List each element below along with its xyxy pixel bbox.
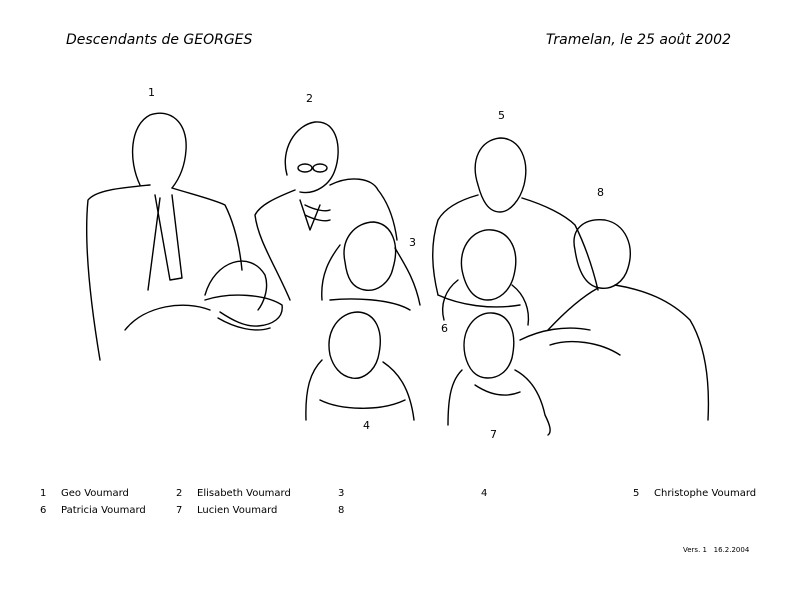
legend-number: 4: [481, 488, 488, 499]
person-6-outline: [443, 230, 529, 325]
legend-number: 6: [40, 505, 47, 516]
version-note: [683, 546, 749, 554]
figure-number-2: 2: [306, 92, 313, 105]
person-2-outline: [255, 122, 397, 300]
version-date: 16.2.2004: [713, 546, 750, 554]
version-label: Vers. 1: [683, 546, 707, 554]
person-4-outline: [306, 312, 414, 420]
figure-number-5: 5: [498, 109, 505, 122]
legend-name: Lucien Voumard: [197, 505, 278, 516]
legend-name: Geo Voumard: [61, 488, 129, 499]
person-5-outline: [433, 138, 598, 307]
legend-number: 1: [40, 488, 47, 499]
legend-number: 8: [338, 505, 345, 516]
legend-number: 3: [338, 488, 345, 499]
figure-number-6: 6: [441, 322, 448, 335]
place-date: Tramelan, le 25 août 2002: [545, 32, 731, 48]
figure-number-8: 8: [597, 186, 604, 199]
person-8-outline: [520, 220, 708, 420]
figure-number-7: 7: [490, 428, 497, 441]
document-title: Descendants de GEORGES: [66, 32, 253, 48]
person-3-outline: [322, 222, 420, 310]
person-7-outline: [448, 313, 550, 435]
figure-number-3: 3: [409, 236, 416, 249]
legend-number: 7: [176, 505, 183, 516]
legend-number: 2: [176, 488, 183, 499]
legend-name: Patricia Voumard: [61, 505, 146, 516]
legend-name: Christophe Voumard: [654, 488, 757, 499]
figure-number-1: 1: [148, 86, 155, 99]
legend-name: Elisabeth Voumard: [197, 488, 291, 499]
figure-number-4: 4: [363, 419, 370, 432]
person-1-outline: [87, 113, 282, 360]
legend-number: 5: [633, 488, 640, 499]
